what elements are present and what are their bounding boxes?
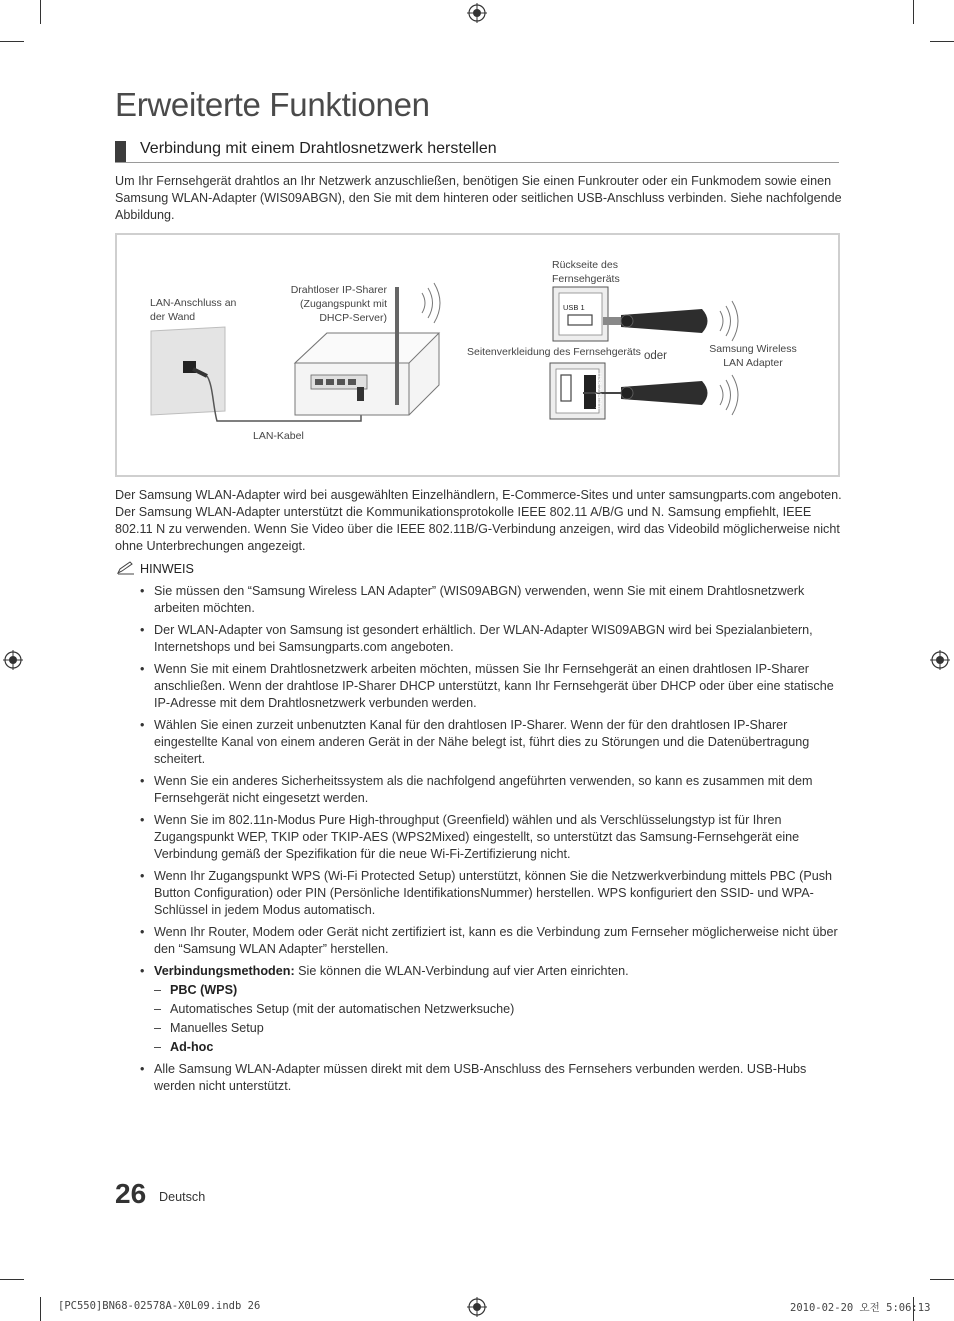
crop-mark: [0, 41, 24, 42]
wireless-wave: [726, 306, 731, 336]
router-port: [348, 379, 356, 385]
adapter-connector: [603, 317, 621, 325]
adapter-cap: [621, 315, 633, 327]
method-item: – Manuelles Setup: [154, 1021, 264, 1035]
method-item: – Automatisches Setup (mit der automatischen Netzwerksuche): [154, 1002, 515, 1016]
usb1-port: [568, 315, 592, 325]
list-item: • Der WLAN-Adapter von Samsung ist gesondert erhältlich. Der WLAN-Adapter WIS09ABGN wird bei Spezialanbietern, Internetshops und bei Samsungparts.com angeboten.: [140, 623, 813, 654]
page-language: Deutsch: [159, 1190, 206, 1204]
wireless-wave: [732, 301, 738, 341]
section-marker: [115, 141, 126, 162]
page-title: Erweiterte Funktionen: [115, 86, 430, 123]
crop-mark: [930, 41, 954, 42]
crop-mark: [930, 1279, 954, 1280]
methods-list: [154, 982, 842, 1056]
list-item: • Wählen Sie einen zurzeit unbenutzten Kanal für den drahtlosen IP-Sharer. Wenn der für den drahtlosen IP-Sharer eingestellte Kanal von einem anderen Gerät in der Nähe belegt ist, führt dies zu Störungen und die Datenübertragung scheitert.: [140, 718, 810, 766]
crop-mark: [0, 1279, 24, 1280]
or-label: oder: [644, 350, 668, 362]
wireless-wave: [732, 375, 738, 415]
registration-mark-icon: [467, 1297, 487, 1317]
usb1-label: USB 1: [563, 303, 585, 312]
connection-diagram: [115, 233, 840, 477]
section-divider: [115, 162, 839, 163]
tv-back-label: Rückseite des Fernsehgeräts: [552, 259, 620, 285]
list-item: • Wenn Sie im 802.11n-Modus Pure High-throughput (Greenfield) wählen und als Verschlüsselungstyp ist für Ihren Zugangspunkt WEP, TKIP oder TKIP-AES (WPS2Mixed) eingestellt, so unterstützt das Samsung-Fernsehgerät eine Verbindung gemäß der Spezifikation für die neue Wi-Fi-Zertifizierung nicht.: [140, 813, 800, 861]
router-antenna: [395, 287, 399, 405]
wireless-lan-adapter: [621, 381, 708, 405]
usb2-port: [561, 375, 571, 401]
router-port: [337, 379, 345, 385]
wireless-wave: [726, 380, 731, 410]
crop-mark: [913, 0, 914, 24]
section-title: Verbindung mit einem Drahtlosnetzwerk herstellen: [140, 140, 497, 157]
cable-label: LAN-Kabel: [253, 430, 304, 442]
router-label: Drahtloser IP-Sharer (Zugangspunkt mit DHCP-Server): [290, 284, 387, 324]
tv-side-label: Seitenverkleidung des Fernsehgeräts: [467, 346, 641, 358]
list-item: • Sie müssen den “Samsung Wireless LAN Adapter” (WIS09ABGN) verwenden, wenn Sie mit einem Drahtlosnetzwerk arbeiten möchten.: [140, 584, 805, 615]
router-port: [326, 379, 334, 385]
router-lan-plug: [357, 387, 364, 401]
registration-mark-icon: [3, 650, 23, 670]
file-info: [PC550]BN68-02578A-X0L09.indb 26: [58, 1300, 261, 1312]
wireless-wave: [428, 288, 433, 318]
intro-paragraph: Um Ihr Fernsehgerät drahtlos an Ihr Netzwerk anzuschließen, benötigen Sie einen Funkrouter oder ein Funkmodem sowie einen Samsung WLAN-Adapter (WIS09ABGN), den Sie mit dem hinteren oder seitlichen USB-Anschluss verbinden. Siehe nachfolgende Abbildung.: [115, 174, 842, 222]
list-item: • Alle Samsung WLAN-Adapter müssen direkt mit dem USB-Anschluss des Fernsehers verbunden werden. USB-Hubs werden nicht unterstützt.: [140, 1062, 807, 1093]
router-port: [315, 379, 323, 385]
adapter-cap: [621, 387, 633, 399]
adapter-label: Samsung Wireless LAN Adapter: [709, 343, 797, 369]
page-number: 26: [115, 1178, 147, 1209]
print-stamp: 2010-02-20 오전 5:06:13: [790, 1302, 931, 1314]
wireless-wave: [422, 293, 425, 313]
list-item: • Wenn Ihr Zugangspunkt WPS (Wi-Fi Protected Setup) unterstützt, können Sie die Netzwerkverbindung mittels PBC (Push Button Configuration) oder PIN (Persönliche IdentifikationsNummer) herstellen. WPS konfiguriert den SSID- und WPA-Schlüssel in jedem Modus automatisch.: [140, 869, 833, 917]
wireless-lan-adapter: [621, 309, 708, 333]
list-item-methods: • Verbindungsmethoden: Sie können die WLAN-Verbindung auf vier Arten einrichten. – PBC (WPS) – Automatisches Setup (mit der automatischen Netzwerksuche) – Manuelles Setup – Ad-hoc: [140, 963, 842, 1056]
wireless-wave: [434, 283, 440, 323]
list-item: • Wenn Sie ein anderes Sicherheitssystem als die nachfolgend angeführten verwenden, so kann es zusammen mit dem Fernsehgerät nicht eingesetzt werden.: [140, 774, 813, 805]
usb2-label: USB 2 (HDD): [595, 373, 601, 410]
wireless-wave: [720, 311, 723, 331]
crop-mark: [40, 1297, 41, 1321]
pencil-icon: [116, 560, 136, 576]
notes-list: [140, 583, 842, 1100]
method-item: – PBC (WPS): [154, 983, 238, 997]
note-heading: HINWEIS: [140, 562, 194, 576]
registration-mark-icon: [467, 3, 487, 23]
wireless-wave: [720, 385, 723, 405]
method-item: – Ad-hoc: [154, 1040, 214, 1054]
body-paragraph: Der Samsung WLAN-Adapter wird bei ausgewählten Einzelhändlern, E-Commerce-Sites und unter samsungparts.com angeboten. Der Samsung WLAN-Adapter unterstützt die Kommunikationsprotokolle IEEE 802.11 A/B/G und N. Samsung empfiehlt, IEEE 802.11 N zu verwenden. Wenn Sie Video über die IEEE 802.11B/G-Verbindung anzeigen, wird das Videobild möglicherweise nicht ohne Unterbrechungen angezeigt.: [115, 488, 842, 553]
registration-mark-icon: [930, 650, 950, 670]
crop-mark: [40, 0, 41, 24]
wall-label: LAN-Anschluss an der Wand: [150, 297, 237, 323]
list-item: • Wenn Sie mit einem Drahtlosnetzwerk arbeiten möchten, müssen Sie Ihr Fernsehgerät an einen drahtlosen IP-Sharer anschließen. Wenn der drahtlose IP-Sharer DHCP unterstützt, kann Ihr Fernsehgerät über DHCP oder über eine statische IP-Adresse mit dem Drahtlosnetzwerk verbunden werden.: [140, 662, 834, 710]
list-item: • Wenn Ihr Router, Modem oder Gerät nicht zertifiziert ist, kann es die Verbindung zum Fernseher möglicherweise nicht über den “Samsung WLAN Adapter” herstellen.: [140, 925, 838, 956]
